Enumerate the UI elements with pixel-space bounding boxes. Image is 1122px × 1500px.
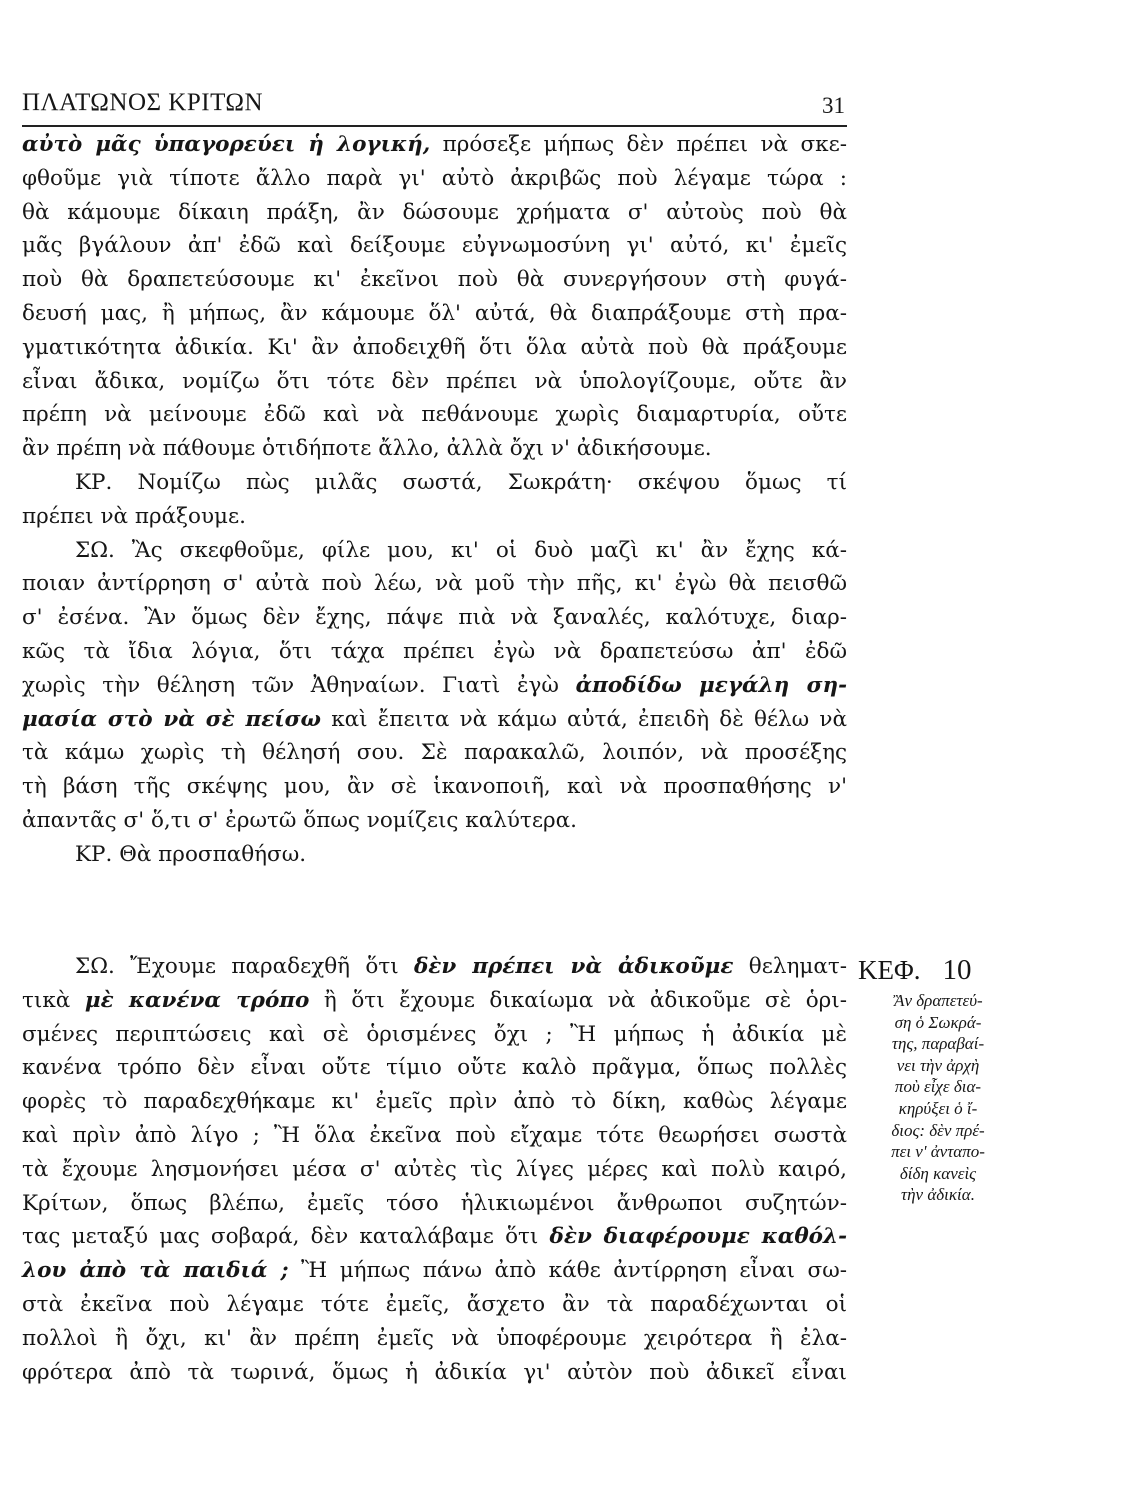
margin-note-line: διος: δὲν πρέ-	[891, 1120, 985, 1140]
text-line: πρέπη νὰ μείνουμε ἐδῶ καὶ νὰ πεθάνουμε χωρὶς διαμαρτυρία, οὔτε	[22, 402, 847, 428]
text-line: τὴ βάση τῆς σκέψης μου, ἂν σὲ ἱκανοποιῆ, καὶ νὰ προσπαθήσης ν'	[22, 774, 847, 800]
text-line: αὐτὸ μᾶς ὑπαγορεύει ἡ λογική, πρόσεξε μήπως δὲν πρέπει νὰ σκε-	[22, 132, 847, 157]
text-line: κανένα τρόπο δὲν εἶναι οὔτε τίμιο οὔτε καλὸ πρᾶγμα, ὅπως πολλὲς	[22, 1055, 847, 1081]
text-line: ΣΩ. Ἂς σκεφθοῦμε, φίλε μου, κι' οἱ δυὸ μαζὶ κι' ἂν ἔχης κά-	[75, 537, 847, 563]
chapter-label: ΚΕΦ.	[858, 955, 921, 985]
margin-note-line: ση ὁ Σωκρά-	[894, 1012, 982, 1032]
text-line: γματικότητα ἀδικία. Κι' ἂν ἀποδειχθῆ ὅτι ὅλα αὐτὰ ποὺ θὰ πράξουμε	[22, 334, 847, 360]
emphasized-phrase: μὲ κανένα τρόπο	[84, 987, 310, 1013]
text-line: σμένες περιπτώσεις καὶ σὲ ὁρισμένες ὄχι ; Ἢ μήπως ἡ ἀδικία μὲ	[22, 1021, 847, 1047]
margin-note-line: κηρύξει ὁ ἴ-	[898, 1098, 978, 1118]
emphasized-phrase: λου ἀπὸ τὰ παιδιά ;	[22, 1258, 289, 1284]
text-line: τὰ κάμω χωρὶς τὴ θέλησή σου. Σὲ παρακαλῶ, λοιπόν, νὰ προσέξης	[22, 740, 847, 766]
text-line: καὶ πρὶν ἀπὸ λίγο ; Ἢ ὅλα ἐκεῖνα ποὺ εἴχαμε τότε θεωρήσει σωστὰ	[22, 1122, 847, 1148]
emphasized-phrase: αὐτὸ μᾶς ὑπαγορεύει ἡ λογική,	[22, 132, 431, 157]
text-line: πολλοὶ ἢ ὄχι, κι' ἂν πρέπη ἐμεῖς νὰ ὑποφέρουμε χειρότερα ἢ ἐλα-	[22, 1325, 847, 1351]
main-text-lower	[22, 950, 847, 1389]
emphasized-phrase: δὲν πρέπει νὰ ἀδικοῦμε	[413, 954, 734, 979]
margin-note-text	[858, 990, 1018, 1206]
text-line: ΣΩ. Ἔχουμε παραδεχθῆ ὅτι δὲν πρέπει νὰ ἀδικοῦμε θεληματ-	[75, 954, 848, 979]
main-text-upper	[22, 128, 847, 872]
text-line: ποιαν ἀντίρρηση σ' αὐτὰ ποὺ λέω, νὰ μοῦ τὴν πῆς, κι' ἐγὼ θὰ πεισθῶ	[22, 571, 847, 597]
text-line: τικὰ μὲ κανένα τρόπο ἢ ὅτι ἔχουμε δικαίωμα νὰ ἀδικοῦμε σὲ ὁρι-	[22, 987, 847, 1013]
margin-note-line: νει τὴν ἀρχὴ	[896, 1055, 980, 1075]
emphasized-phrase: ἀποδίδω μεγάλη ση-	[575, 672, 847, 698]
text-line: μασία στὸ νὰ σὲ πείσω καὶ ἔπειτα νὰ κάμω αὐτά, ἐπειδὴ δὲ θέλω νὰ	[22, 706, 847, 732]
text-line: χωρὶς τὴν θέληση τῶν Ἀθηναίων. Γιατὶ ἐγὼ ἀποδίδω μεγάλη ση-	[22, 672, 847, 698]
text-line: τας μεταξύ μας σοβαρά, δὲν καταλάβαμε ὅτι δὲν διαφέρουμε καθόλ-	[22, 1224, 847, 1250]
emphasized-phrase: δὲν διαφέρουμε καθόλ-	[549, 1224, 847, 1250]
text-line: σ' ἐσένα. Ἂν ὅμως δὲν ἔχης, πάψε πιὰ νὰ ξαναλές, καλότυχε, διαρ-	[22, 605, 847, 631]
text-line: κῶς τὰ ἴδια λόγια, ὅτι τάχα πρέπει ἐγὼ νὰ δραπετεύσω ἀπ' ἐδῶ	[22, 638, 847, 664]
margin-note-line: πει ν' ἀνταπο-	[891, 1142, 985, 1162]
text-line: εἶναι ἄδικα, νομίζω ὅτι τότε δὲν πρέπει νὰ ὑπολογίζουμε, οὔτε ἂν	[22, 368, 847, 394]
text-line: δευσή μας, ἢ μήπως, ἂν κάμουμε ὅλ' αὐτά, θὰ διαπράξουμε στὴ πρα-	[22, 300, 847, 326]
text-line: λου ἀπὸ τὰ παιδιά ; Ἢ μήπως πάνω ἀπὸ κάθε ἀντίρρηση εἶναι σω-	[22, 1258, 847, 1284]
running-title: ΠΛΑΤΩΝΟΣ ΚΡΙΤΩΝ	[22, 89, 264, 116]
text-line: στὰ ἐκεῖνα ποὺ λέγαμε τότε ἐμεῖς, ἄσχετο ἂν τὰ παραδέχωνται οἱ	[22, 1291, 847, 1317]
running-header	[22, 85, 847, 127]
margin-note-line: ποὺ εἶχε δια-	[894, 1077, 982, 1097]
margin-note-line: Ἂν δραπετεύ-	[893, 991, 983, 1010]
margin-note-line: δίδη κανεὶς	[899, 1163, 977, 1183]
text-line: ΚΡ. Νομίζω πὼς μιλᾶς σωστά, Σωκράτη· σκέψου ὅμως τί	[75, 469, 847, 495]
text-line: ἀπαντᾶς σ' ὅ,τι σ' ἐρωτῶ ὅπως νομίζεις καλύτερα.	[22, 807, 577, 833]
text-line: ποὺ θὰ δραπετεύσουμε κι' ἐκεῖνοι ποὺ θὰ συνεργήσουν στὴ φυγά-	[22, 267, 847, 293]
page-number: 31	[822, 93, 845, 118]
margin-note-line: τὴν ἀδικία.	[901, 1185, 975, 1205]
text-line: φρότερα ἀπὸ τὰ τωρινά, ὅμως ἡ ἀδικία γι' αὐτὸν ποὺ ἀδικεῖ εἶναι	[22, 1359, 847, 1385]
text-line: τὰ ἔχουμε λησμονήσει μέσα σ' αὐτὲς τὶς λίγες μέρες καὶ πολὺ καιρό,	[22, 1156, 847, 1182]
emphasized-phrase: μασία στὸ νὰ σὲ πείσω	[22, 706, 322, 732]
chapter-number: 10	[942, 954, 972, 986]
text-line: θὰ κάμουμε δίκαιη πράξη, ἂν δώσουμε χρήματα σ' αὐτοὺς ποὺ θὰ	[22, 199, 847, 225]
text-line: φορὲς τὸ παραδεχθήκαμε κι' ἐμεῖς πρὶν ἀπὸ τὸ δίκη, καθὼς λέγαμε	[22, 1089, 847, 1115]
text-line: μᾶς βγάλουν ἀπ' ἐδῶ καὶ δείξουμε εὐγνωμοσύνη γι' αὐτό, κι' ἐμεῖς	[22, 233, 847, 259]
chapter-heading	[858, 950, 1018, 990]
margin-note-line: της, παραβαί-	[891, 1034, 985, 1054]
text-line: ΚΡ. Θὰ προσπαθήσω.	[75, 841, 307, 867]
text-line: ἂν πρέπη νὰ πάθουμε ὁτιδήποτε ἄλλο, ἀλλὰ ὄχι ν' ἀδικήσουμε.	[22, 436, 712, 462]
text-line: πρέπει νὰ πράξουμε.	[22, 503, 246, 529]
text-line: Κρίτων, ὅπως βλέπω, ἐμεῖς τόσο ἡλικιωμένοι ἄνθρωποι συζητών-	[22, 1190, 847, 1216]
text-line: φθοῦμε γιὰ τίποτε ἄλλο παρὰ γι' αὐτὸ ἀκριβῶς ποὺ λέγαμε τώρα :	[22, 165, 847, 191]
margin-note	[858, 950, 1018, 1206]
